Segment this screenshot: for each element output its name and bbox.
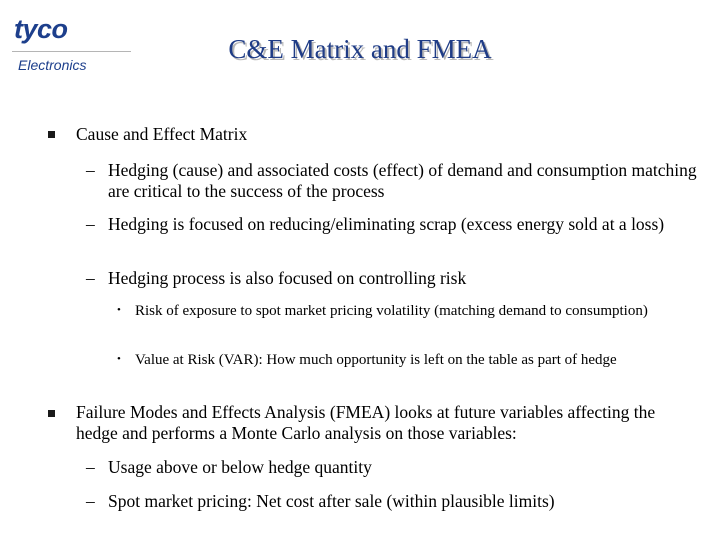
slide-title: C&E Matrix and FMEA: [228, 34, 492, 64]
dash-bullet-icon: –: [86, 491, 95, 511]
logo-brand-text: tyco: [14, 14, 68, 44]
logo-sub-text: Electronics: [18, 57, 87, 73]
dash-bullet-icon: –: [86, 457, 95, 477]
sub-bullet-usage: Usage above or below hedge quantity: [108, 457, 372, 477]
sub-bullet-spot-pricing: Spot market pricing: Net cost after sale (within plausible limits): [108, 491, 555, 511]
sub-sub-bullet-var: Value at Risk (VAR): How much opportunity is left on the table as part of hedge: [135, 352, 617, 368]
square-bullet-icon: [48, 410, 55, 417]
bullet-fmea: Failure Modes and Effects Analysis (FMEA) looks at future variables affecting the hedge and performs a Monte Carlo analysis on those variables:: [76, 402, 656, 443]
dot-bullet-icon: •: [117, 353, 121, 365]
sub-bullet-hedging-scrap: Hedging is focused on reducing/eliminating scrap (excess energy sold at a loss): [108, 214, 665, 234]
sub-sub-bullet-spot-risk: Risk of exposure to spot market pricing volatility (matching demand to consumption): [135, 303, 648, 319]
bullet-cause-effect-matrix: Cause and Effect Matrix: [76, 124, 248, 144]
tyco-electronics-logo: [12, 14, 134, 78]
sub-bullet-hedging-costs: Hedging (cause) and associated costs (effect) of demand and consumption matching are critical to the success of the process: [108, 160, 697, 201]
dash-bullet-icon: –: [86, 214, 95, 234]
square-bullet-icon: [48, 131, 55, 138]
dash-bullet-icon: –: [86, 160, 95, 180]
sub-bullet-hedging-risk: Hedging process is also focused on controlling risk: [108, 268, 467, 288]
logo-divider: [12, 51, 131, 52]
dot-bullet-icon: •: [117, 304, 121, 316]
dash-bullet-icon: –: [86, 268, 95, 288]
